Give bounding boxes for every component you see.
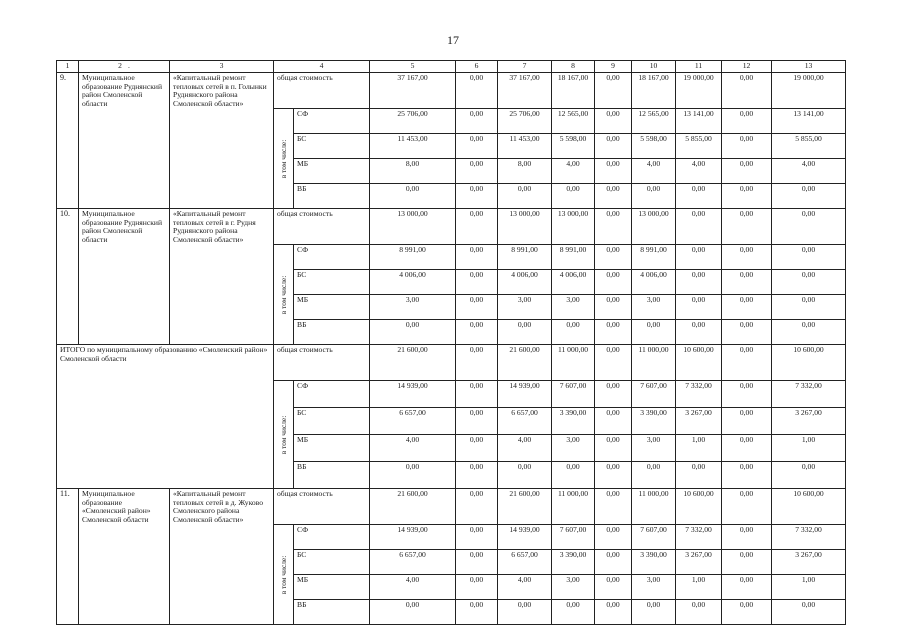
value-cell: 10 600,00 (772, 489, 846, 525)
value-cell: 8,00 (498, 159, 552, 184)
value-cell: 11 453,00 (498, 134, 552, 159)
value-cell: 0,00 (722, 245, 772, 270)
header-cell-mark: . (127, 61, 130, 71)
value-cell: 4,00 (772, 159, 846, 184)
value-cell: 0,00 (595, 525, 632, 550)
value-cell: 0,00 (595, 600, 632, 625)
value-cell: 3,00 (632, 575, 676, 600)
value-cell: 0,00 (456, 134, 498, 159)
municipality-cell: Муниципальное образование Руднянский район Смоленской области (79, 73, 170, 209)
value-cell: 0,00 (632, 600, 676, 625)
source-code: ВБ (294, 462, 370, 489)
value-cell: 0,00 (772, 245, 846, 270)
header-cell: 12 (722, 61, 772, 73)
value-cell: 4,00 (676, 159, 722, 184)
source-code: БС (294, 408, 370, 435)
incl-label-cell (274, 381, 294, 489)
value-cell: 0,00 (456, 270, 498, 295)
total-row (57, 209, 846, 245)
value-cell: 13 141,00 (772, 109, 846, 134)
value-cell: 6 657,00 (370, 550, 456, 575)
value-cell: 8 991,00 (498, 245, 552, 270)
header-cell: 5 (370, 61, 456, 73)
value-cell: 0,00 (456, 600, 498, 625)
total-label: общая стоимость (274, 345, 370, 381)
value-cell: 7 607,00 (632, 525, 676, 550)
value-cell: 1,00 (772, 575, 846, 600)
source-code: СФ (294, 381, 370, 408)
value-cell: 0,00 (722, 209, 772, 245)
value-cell: 0,00 (632, 184, 676, 209)
value-cell: 0,00 (676, 320, 722, 345)
value-cell: 0,00 (722, 109, 772, 134)
value-cell: 37 167,00 (370, 73, 456, 109)
value-cell: 7 332,00 (676, 381, 722, 408)
value-cell: 13 000,00 (552, 209, 595, 245)
value-cell: 0,00 (498, 320, 552, 345)
value-cell: 10 600,00 (772, 345, 846, 381)
value-cell: 37 167,00 (498, 73, 552, 109)
value-cell: 0,00 (722, 489, 772, 525)
total-label: общая стоимость (274, 489, 370, 525)
value-cell: 13 000,00 (632, 209, 676, 245)
value-cell: 11 000,00 (552, 345, 595, 381)
value-cell: 0,00 (552, 600, 595, 625)
value-cell: 0,00 (722, 295, 772, 320)
value-cell: 0,00 (722, 462, 772, 489)
value-cell: 19 000,00 (676, 73, 722, 109)
source-code: ВБ (294, 184, 370, 209)
header-cell: 6 (456, 61, 498, 73)
value-cell: 0,00 (595, 575, 632, 600)
header-cell: 11 (676, 61, 722, 73)
value-cell: 0,00 (456, 408, 498, 435)
value-cell: 0,00 (456, 550, 498, 575)
value-cell: 7 607,00 (552, 525, 595, 550)
value-cell: 0,00 (632, 462, 676, 489)
value-cell: 0,00 (722, 134, 772, 159)
header-cell-label: 2 (118, 61, 122, 71)
value-cell: 3,00 (552, 575, 595, 600)
value-cell: 14 939,00 (370, 525, 456, 550)
value-cell: 0,00 (498, 462, 552, 489)
value-cell: 0,00 (722, 381, 772, 408)
source-code: МБ (294, 159, 370, 184)
value-cell: 0,00 (456, 575, 498, 600)
source-code: БС (294, 550, 370, 575)
value-cell: 3 390,00 (632, 408, 676, 435)
value-cell: 13 000,00 (370, 209, 456, 245)
value-cell: 0,00 (595, 209, 632, 245)
value-cell: 0,00 (595, 109, 632, 134)
value-cell: 0,00 (722, 159, 772, 184)
value-cell: 4 006,00 (552, 270, 595, 295)
value-cell: 12 565,00 (552, 109, 595, 134)
value-cell: 0,00 (370, 320, 456, 345)
value-cell: 3 267,00 (676, 550, 722, 575)
value-cell: 0,00 (722, 345, 772, 381)
incl-label-cell (274, 525, 294, 625)
value-cell: 4,00 (370, 575, 456, 600)
value-cell: 0,00 (595, 408, 632, 435)
value-cell: 3,00 (552, 435, 595, 462)
value-cell: 5 855,00 (676, 134, 722, 159)
header-cell: 1 (57, 61, 79, 73)
header-cell: 9 (595, 61, 632, 73)
value-cell: 0,00 (722, 73, 772, 109)
value-cell: 12 565,00 (632, 109, 676, 134)
source-code: СФ (294, 245, 370, 270)
total-label: общая стоимость (274, 73, 370, 109)
value-cell: 1,00 (676, 575, 722, 600)
value-cell: 3,00 (370, 295, 456, 320)
source-code: СФ (294, 109, 370, 134)
value-cell: 25 706,00 (498, 109, 552, 134)
incl-label: в том числе: (278, 139, 288, 178)
value-cell: 0,00 (772, 320, 846, 345)
value-cell: 6 657,00 (498, 408, 552, 435)
value-cell: 4,00 (498, 575, 552, 600)
value-cell: 7 607,00 (552, 381, 595, 408)
value-cell: 11 000,00 (552, 489, 595, 525)
value-cell: 4 006,00 (632, 270, 676, 295)
source-code: СФ (294, 525, 370, 550)
value-cell: 0,00 (595, 381, 632, 408)
value-cell: 0,00 (456, 209, 498, 245)
value-cell: 8 991,00 (632, 245, 676, 270)
value-cell: 3 390,00 (552, 408, 595, 435)
row-index: 9. (57, 73, 79, 209)
value-cell: 25 706,00 (370, 109, 456, 134)
value-cell: 0,00 (595, 184, 632, 209)
value-cell: 0,00 (676, 295, 722, 320)
value-cell: 0,00 (595, 295, 632, 320)
value-cell: 0,00 (552, 462, 595, 489)
value-cell: 3 267,00 (772, 550, 846, 575)
value-cell: 0,00 (722, 408, 772, 435)
source-code: МБ (294, 435, 370, 462)
value-cell: 0,00 (456, 73, 498, 109)
source-code: МБ (294, 575, 370, 600)
value-cell: 3,00 (632, 295, 676, 320)
value-cell: 0,00 (722, 320, 772, 345)
incl-label-cell (274, 245, 294, 345)
value-cell: 4 006,00 (370, 270, 456, 295)
value-cell: 0,00 (498, 600, 552, 625)
value-cell: 19 000,00 (772, 73, 846, 109)
value-cell: 3,00 (498, 295, 552, 320)
value-cell: 0,00 (676, 209, 722, 245)
value-cell: 0,00 (722, 525, 772, 550)
value-cell: 0,00 (595, 245, 632, 270)
project-cell: «Капитальный ремонт тепловых сетей в г. Рудня Руднянского района Смоленской области» (170, 209, 274, 345)
value-cell: 0,00 (456, 462, 498, 489)
value-cell: 0,00 (595, 73, 632, 109)
total-row (57, 489, 846, 525)
value-cell: 11 000,00 (632, 345, 676, 381)
financing-table (56, 60, 846, 625)
value-cell: 13 000,00 (498, 209, 552, 245)
value-cell: 3 390,00 (632, 550, 676, 575)
value-cell: 0,00 (772, 209, 846, 245)
value-cell: 8 991,00 (552, 245, 595, 270)
value-cell: 10 600,00 (676, 345, 722, 381)
value-cell: 18 167,00 (632, 73, 676, 109)
value-cell: 0,00 (595, 435, 632, 462)
value-cell: 21 600,00 (370, 489, 456, 525)
value-cell: 3,00 (632, 435, 676, 462)
value-cell: 5 855,00 (772, 134, 846, 159)
value-cell: 18 167,00 (552, 73, 595, 109)
value-cell: 7 332,00 (772, 525, 846, 550)
value-cell: 0,00 (722, 184, 772, 209)
value-cell: 0,00 (676, 462, 722, 489)
value-cell: 5 598,00 (632, 134, 676, 159)
value-cell: 0,00 (595, 134, 632, 159)
value-cell: 4,00 (552, 159, 595, 184)
header-cell: 13 (772, 61, 846, 73)
value-cell: 0,00 (676, 245, 722, 270)
incl-label: в том числе: (278, 275, 288, 314)
source-code: ВБ (294, 320, 370, 345)
total-label: общая стоимость (274, 209, 370, 245)
value-cell: 0,00 (595, 320, 632, 345)
value-cell: 6 657,00 (498, 550, 552, 575)
value-cell: 4,00 (498, 435, 552, 462)
value-cell: 0,00 (595, 462, 632, 489)
value-cell: 0,00 (722, 575, 772, 600)
incl-label: в том числе: (278, 415, 288, 454)
value-cell: 0,00 (595, 489, 632, 525)
value-cell: 0,00 (595, 270, 632, 295)
value-cell: 0,00 (370, 462, 456, 489)
value-cell: 0,00 (772, 462, 846, 489)
value-cell: 0,00 (595, 550, 632, 575)
row-index: 11. (57, 489, 79, 625)
value-cell: 0,00 (676, 600, 722, 625)
value-cell: 0,00 (456, 295, 498, 320)
header-cell: 3 (170, 61, 274, 73)
value-cell: 0,00 (456, 245, 498, 270)
value-cell: 8 991,00 (370, 245, 456, 270)
value-cell: 4,00 (632, 159, 676, 184)
value-cell: 8,00 (370, 159, 456, 184)
value-cell: 6 657,00 (370, 408, 456, 435)
value-cell: 0,00 (370, 184, 456, 209)
value-cell: 14 939,00 (498, 381, 552, 408)
source-code: БС (294, 270, 370, 295)
value-cell: 13 141,00 (676, 109, 722, 134)
value-cell: 7 607,00 (632, 381, 676, 408)
project-cell: «Капитальный ремонт тепловых сетей в п. Голынки Руднянского района Смоленской области» (170, 73, 274, 209)
value-cell: 0,00 (456, 489, 498, 525)
value-cell: 0,00 (772, 600, 846, 625)
value-cell: 11 000,00 (632, 489, 676, 525)
incl-label: в том числе: (278, 555, 288, 594)
value-cell: 0,00 (456, 320, 498, 345)
value-cell: 0,00 (772, 270, 846, 295)
value-cell: 0,00 (456, 159, 498, 184)
value-cell: 0,00 (722, 435, 772, 462)
value-cell: 0,00 (370, 600, 456, 625)
total-row (57, 73, 846, 109)
value-cell: 0,00 (722, 600, 772, 625)
value-cell: 7 332,00 (676, 525, 722, 550)
source-code: БС (294, 134, 370, 159)
value-cell: 14 939,00 (370, 381, 456, 408)
value-cell: 0,00 (676, 184, 722, 209)
value-cell: 4 006,00 (498, 270, 552, 295)
value-cell: 5 598,00 (552, 134, 595, 159)
value-cell: 21 600,00 (498, 345, 552, 381)
value-cell: 0,00 (498, 184, 552, 209)
value-cell: 0,00 (552, 184, 595, 209)
value-cell: 0,00 (552, 320, 595, 345)
value-cell: 0,00 (772, 295, 846, 320)
value-cell: 0,00 (595, 345, 632, 381)
page-number: 17 (447, 33, 459, 47)
incl-label-cell (274, 109, 294, 209)
value-cell: 0,00 (595, 159, 632, 184)
value-cell: 0,00 (456, 345, 498, 381)
header-cell: 8 (552, 61, 595, 73)
value-cell: 0,00 (456, 381, 498, 408)
value-cell: 3 390,00 (552, 550, 595, 575)
value-cell: 3 267,00 (772, 408, 846, 435)
value-cell: 0,00 (456, 525, 498, 550)
source-code: МБ (294, 295, 370, 320)
value-cell: 7 332,00 (772, 381, 846, 408)
value-cell: 21 600,00 (370, 345, 456, 381)
row-index: 10. (57, 209, 79, 345)
value-cell: 0,00 (456, 109, 498, 134)
value-cell: 11 453,00 (370, 134, 456, 159)
value-cell: 10 600,00 (676, 489, 722, 525)
value-cell: 0,00 (722, 270, 772, 295)
project-cell: «Капитальный ремонт тепловых сетей в д. Жуково Смоленского района Смоленской области» (170, 489, 274, 625)
municipality-cell: Муниципальное образование «Смоленский район» Смоленской области (79, 489, 170, 625)
header-cell (79, 61, 170, 73)
value-cell: 0,00 (722, 550, 772, 575)
itogo-title: ИТОГО по муниципальному образованию «Смоленский район» Смоленской области (57, 345, 274, 489)
header-cell: 10 (632, 61, 676, 73)
header-row (57, 61, 846, 73)
value-cell: 3 267,00 (676, 408, 722, 435)
value-cell: 14 939,00 (498, 525, 552, 550)
value-cell: 21 600,00 (498, 489, 552, 525)
value-cell: 0,00 (676, 270, 722, 295)
value-cell: 0,00 (456, 435, 498, 462)
source-code: ВБ (294, 600, 370, 625)
value-cell: 0,00 (772, 184, 846, 209)
municipality-cell: Муниципальное образование Руднянский район Смоленской области (79, 209, 170, 345)
value-cell: 3,00 (552, 295, 595, 320)
value-cell: 1,00 (772, 435, 846, 462)
total-row (57, 345, 846, 381)
header-cell: 7 (498, 61, 552, 73)
value-cell: 1,00 (676, 435, 722, 462)
value-cell: 0,00 (456, 184, 498, 209)
value-cell: 0,00 (632, 320, 676, 345)
header-cell: 4 (274, 61, 370, 73)
value-cell: 4,00 (370, 435, 456, 462)
